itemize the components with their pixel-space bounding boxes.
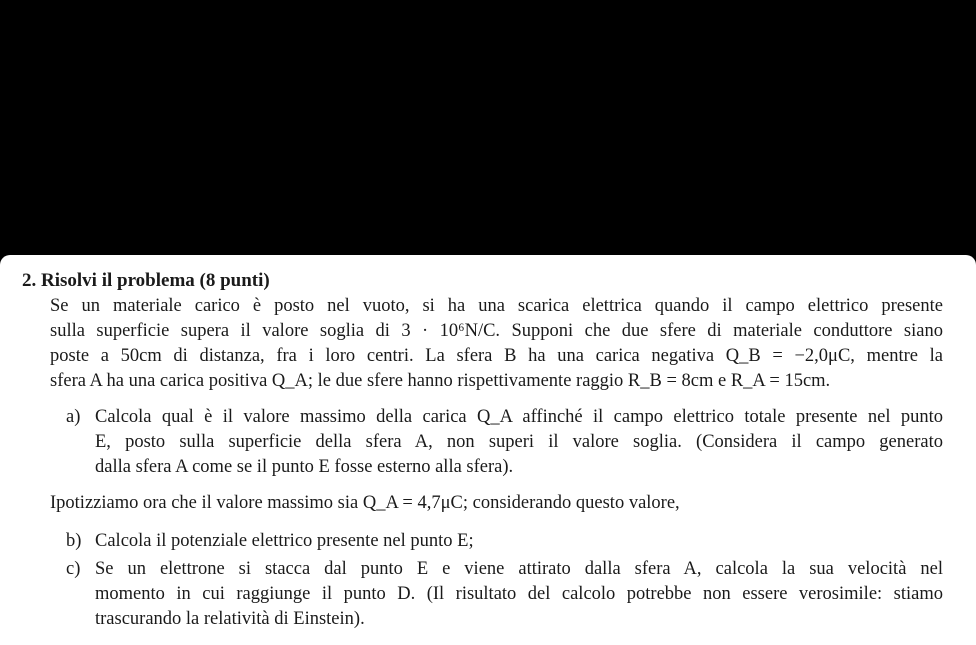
black-top-area [0, 0, 976, 255]
item-c-line-2: momento in cui raggiunge il punto D. (Il risultato del calcolo potrebbe non essere verosimile: stiamo [95, 584, 943, 604]
intro-line-4: sfera A ha una carica positiva Q_A; le due sfere hanno rispettivamente raggio R_B = 8cm e R_A = 15cm. [50, 371, 831, 391]
item-a-line-3: dalla sfera A come se il punto E fosse esterno alla sfera). [95, 457, 514, 477]
item-a-label: a) [66, 407, 81, 427]
intro-line-3: poste a 50cm di distanza, fra i loro centri. La sfera B ha una carica negativa Q_B = −2,0μC, mentre la [50, 346, 943, 366]
item-b-text: Calcola il potenziale elettrico presente nel punto E; [95, 531, 474, 551]
item-b-label: b) [66, 531, 82, 551]
hypothesis-line: Ipotizziamo ora che il valore massimo sia Q_A = 4,7μC; considerando questo valore, [50, 493, 680, 513]
item-a-line-1: Calcola qual è il valore massimo della carica Q_A affinché il campo elettrico totale presente nel punto [95, 407, 943, 427]
intro-line-1: Se un materiale carico è posto nel vuoto, si ha una scarica elettrica quando il campo elettrico presente [50, 296, 943, 316]
intro-line-2: sulla superficie supera il valore soglia di 3 · 10⁶N/C. Supponi che due sfere di materiale conduttore siano [50, 321, 943, 341]
item-c-line-3: trascurando la relatività di Einstein). [95, 609, 365, 629]
problem-title: Risolvi il problema (8 punti) [41, 270, 270, 291]
item-a-line-2: E, posto sulla superficie della sfera A, non superi il valore soglia. (Considera il campo generato [95, 432, 943, 452]
item-c-label: c) [66, 559, 81, 579]
problem-heading [22, 270, 270, 292]
problem-number: 2. [22, 270, 37, 291]
item-c-line-1: Se un elettrone si stacca dal punto E e viene attirato dalla sfera A, calcola la sua velocità nel [95, 559, 943, 579]
document-page [0, 255, 976, 645]
